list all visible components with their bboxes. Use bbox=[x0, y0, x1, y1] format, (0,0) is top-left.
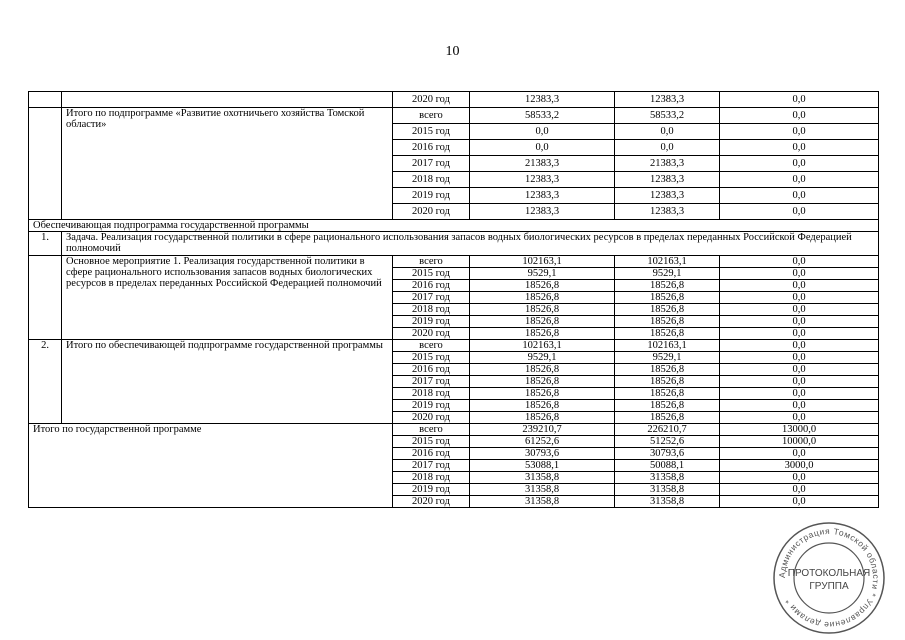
regional-budget-value: 9529,1 bbox=[615, 268, 720, 280]
total-value: 18526,8 bbox=[470, 412, 615, 424]
regional-budget-value: 51252,6 bbox=[615, 436, 720, 448]
regional-budget-value: 102163,1 bbox=[615, 340, 720, 352]
year-label: 2015 год bbox=[393, 436, 470, 448]
total-value: 18526,8 bbox=[470, 292, 615, 304]
year-label: 2016 год bbox=[393, 448, 470, 460]
total-value: 31358,8 bbox=[470, 496, 615, 508]
total-value: 31358,8 bbox=[470, 484, 615, 496]
other-sources-value: 0,0 bbox=[720, 412, 879, 424]
other-sources-value: 0,0 bbox=[720, 140, 879, 156]
regional-budget-value: 12383,3 bbox=[615, 172, 720, 188]
other-sources-value: 0,0 bbox=[720, 292, 879, 304]
table-row bbox=[29, 256, 879, 268]
total-value: 53088,1 bbox=[470, 460, 615, 472]
total-value: 18526,8 bbox=[470, 328, 615, 340]
budget-table-body bbox=[29, 92, 879, 508]
other-sources-value: 0,0 bbox=[720, 92, 879, 108]
regional-budget-value: 18526,8 bbox=[615, 304, 720, 316]
year-label: 2017 год bbox=[393, 292, 470, 304]
row-number-cell bbox=[29, 92, 62, 108]
other-sources-value: 0,0 bbox=[720, 108, 879, 124]
regional-budget-value: 31358,8 bbox=[615, 472, 720, 484]
other-sources-value: 0,0 bbox=[720, 188, 879, 204]
other-sources-value: 0,0 bbox=[720, 340, 879, 352]
year-label: 2020 год bbox=[393, 412, 470, 424]
year-label: всего bbox=[393, 256, 470, 268]
table-row bbox=[29, 108, 879, 124]
other-sources-value: 0,0 bbox=[720, 448, 879, 460]
total-value: 9529,1 bbox=[470, 352, 615, 364]
year-label: 2020 год bbox=[393, 496, 470, 508]
stamp-center-line-2: ГРУППА bbox=[809, 581, 849, 592]
year-label: 2015 год bbox=[393, 268, 470, 280]
stamp-ring-text: Администрация Томской области * Управление делами * bbox=[776, 525, 882, 631]
other-sources-value: 0,0 bbox=[720, 484, 879, 496]
regional-budget-value: 18526,8 bbox=[615, 364, 720, 376]
regional-budget-value: 102163,1 bbox=[615, 256, 720, 268]
regional-budget-value: 18526,8 bbox=[615, 412, 720, 424]
regional-budget-value: 58533,2 bbox=[615, 108, 720, 124]
other-sources-value: 0,0 bbox=[720, 172, 879, 188]
other-sources-value: 0,0 bbox=[720, 304, 879, 316]
regional-budget-value: 0,0 bbox=[615, 140, 720, 156]
regional-budget-value: 18526,8 bbox=[615, 328, 720, 340]
total-value: 21383,3 bbox=[470, 156, 615, 172]
total-value: 18526,8 bbox=[470, 364, 615, 376]
row-number-cell bbox=[29, 256, 62, 340]
year-label: всего bbox=[393, 424, 470, 436]
regional-budget-value: 30793,6 bbox=[615, 448, 720, 460]
other-sources-value: 0,0 bbox=[720, 376, 879, 388]
regional-budget-value: 12383,3 bbox=[615, 188, 720, 204]
total-value: 18526,8 bbox=[470, 304, 615, 316]
other-sources-value: 0,0 bbox=[720, 400, 879, 412]
total-value: 9529,1 bbox=[470, 268, 615, 280]
year-label: 2020 год bbox=[393, 328, 470, 340]
total-value: 30793,6 bbox=[470, 448, 615, 460]
total-value: 18526,8 bbox=[470, 388, 615, 400]
table-row bbox=[29, 340, 879, 352]
regional-budget-value: 18526,8 bbox=[615, 376, 720, 388]
other-sources-value: 0,0 bbox=[720, 472, 879, 484]
item-name-cell: Итого по государственной программе bbox=[29, 424, 393, 508]
total-value: 31358,8 bbox=[470, 472, 615, 484]
year-label: 2018 год bbox=[393, 472, 470, 484]
section-header: Обеспечивающая подпрограмма государственной программы bbox=[29, 220, 879, 232]
total-value: 61252,6 bbox=[470, 436, 615, 448]
row-number-cell bbox=[29, 108, 62, 220]
regional-budget-value: 18526,8 bbox=[615, 316, 720, 328]
other-sources-value: 0,0 bbox=[720, 352, 879, 364]
total-value: 239210,7 bbox=[470, 424, 615, 436]
year-label: 2015 год bbox=[393, 124, 470, 140]
year-label: всего bbox=[393, 108, 470, 124]
other-sources-value: 0,0 bbox=[720, 256, 879, 268]
table-row bbox=[29, 92, 879, 108]
other-sources-value: 0,0 bbox=[720, 388, 879, 400]
table-row bbox=[29, 232, 879, 256]
regional-budget-value: 31358,8 bbox=[615, 496, 720, 508]
regional-budget-value: 18526,8 bbox=[615, 280, 720, 292]
regional-budget-value: 18526,8 bbox=[615, 388, 720, 400]
year-label: 2017 год bbox=[393, 376, 470, 388]
year-label: 2016 год bbox=[393, 364, 470, 376]
year-label: 2018 год bbox=[393, 172, 470, 188]
budget-table bbox=[28, 91, 879, 508]
total-value: 102163,1 bbox=[470, 340, 615, 352]
regional-budget-value: 18526,8 bbox=[615, 292, 720, 304]
total-value: 12383,3 bbox=[470, 92, 615, 108]
item-name-cell: Итого по обеспечивающей подпрограмме государственной программы bbox=[62, 340, 393, 424]
year-label: 2018 год bbox=[393, 388, 470, 400]
other-sources-value: 13000,0 bbox=[720, 424, 879, 436]
regional-budget-value: 31358,8 bbox=[615, 484, 720, 496]
year-label: 2016 год bbox=[393, 140, 470, 156]
regional-budget-value: 21383,3 bbox=[615, 156, 720, 172]
total-value: 18526,8 bbox=[470, 376, 615, 388]
year-label: 2019 год bbox=[393, 484, 470, 496]
total-value: 58533,2 bbox=[470, 108, 615, 124]
regional-budget-value: 12383,3 bbox=[615, 92, 720, 108]
table-row bbox=[29, 424, 879, 436]
year-label: 2020 год bbox=[393, 92, 470, 108]
regional-budget-value: 0,0 bbox=[615, 124, 720, 140]
regional-budget-value: 50088,1 bbox=[615, 460, 720, 472]
other-sources-value: 0,0 bbox=[720, 328, 879, 340]
stamp-center-line-1: ПРОТОКОЛЬНАЯ bbox=[787, 568, 871, 579]
total-value: 102163,1 bbox=[470, 256, 615, 268]
year-label: 2020 год bbox=[393, 204, 470, 220]
other-sources-value: 0,0 bbox=[720, 316, 879, 328]
other-sources-value: 0,0 bbox=[720, 268, 879, 280]
regional-budget-value: 18526,8 bbox=[615, 400, 720, 412]
item-name-cell: Основное мероприятие 1. Реализация государственной политики в сфере рационального использования запасов водных биологических ресурсов в пределах переданных Российской Федерацией полномочий bbox=[62, 256, 393, 340]
year-label: 2019 год bbox=[393, 400, 470, 412]
total-value: 12383,3 bbox=[470, 204, 615, 220]
year-label: 2015 год bbox=[393, 352, 470, 364]
other-sources-value: 0,0 bbox=[720, 156, 879, 172]
task-text: Задача. Реализация государственной политики в сфере рационального использования запасов водных биологических ресурсов в пределах переданных Российской Федерацией полномочий bbox=[62, 232, 879, 256]
regional-budget-value: 9529,1 bbox=[615, 352, 720, 364]
other-sources-value: 0,0 bbox=[720, 124, 879, 140]
total-value: 12383,3 bbox=[470, 172, 615, 188]
other-sources-value: 0,0 bbox=[720, 280, 879, 292]
other-sources-value: 0,0 bbox=[720, 496, 879, 508]
year-label: 2019 год bbox=[393, 316, 470, 328]
total-value: 12383,3 bbox=[470, 188, 615, 204]
other-sources-value: 0,0 bbox=[720, 204, 879, 220]
year-label: 2017 год bbox=[393, 460, 470, 472]
total-value: 18526,8 bbox=[470, 316, 615, 328]
other-sources-value: 3000,0 bbox=[720, 460, 879, 472]
year-label: 2019 год bbox=[393, 188, 470, 204]
regional-budget-value: 226210,7 bbox=[615, 424, 720, 436]
total-value: 0,0 bbox=[470, 140, 615, 156]
row-number-cell: 2. bbox=[29, 340, 62, 424]
total-value: 18526,8 bbox=[470, 280, 615, 292]
regional-budget-value: 12383,3 bbox=[615, 204, 720, 220]
year-label: всего bbox=[393, 340, 470, 352]
item-name-cell: Итого по подпрограмме «Развитие охотничьего хозяйства Томской области» bbox=[62, 108, 393, 220]
item-name-cell bbox=[62, 92, 393, 108]
other-sources-value: 10000,0 bbox=[720, 436, 879, 448]
total-value: 18526,8 bbox=[470, 400, 615, 412]
table-row bbox=[29, 220, 879, 232]
protocol-stamp bbox=[771, 520, 887, 636]
page-number: 10 bbox=[445, 44, 460, 59]
other-sources-value: 0,0 bbox=[720, 364, 879, 376]
year-label: 2017 год bbox=[393, 156, 470, 172]
year-label: 2018 год bbox=[393, 304, 470, 316]
total-value: 0,0 bbox=[470, 124, 615, 140]
year-label: 2016 год bbox=[393, 280, 470, 292]
row-number-cell: 1. bbox=[29, 232, 62, 256]
